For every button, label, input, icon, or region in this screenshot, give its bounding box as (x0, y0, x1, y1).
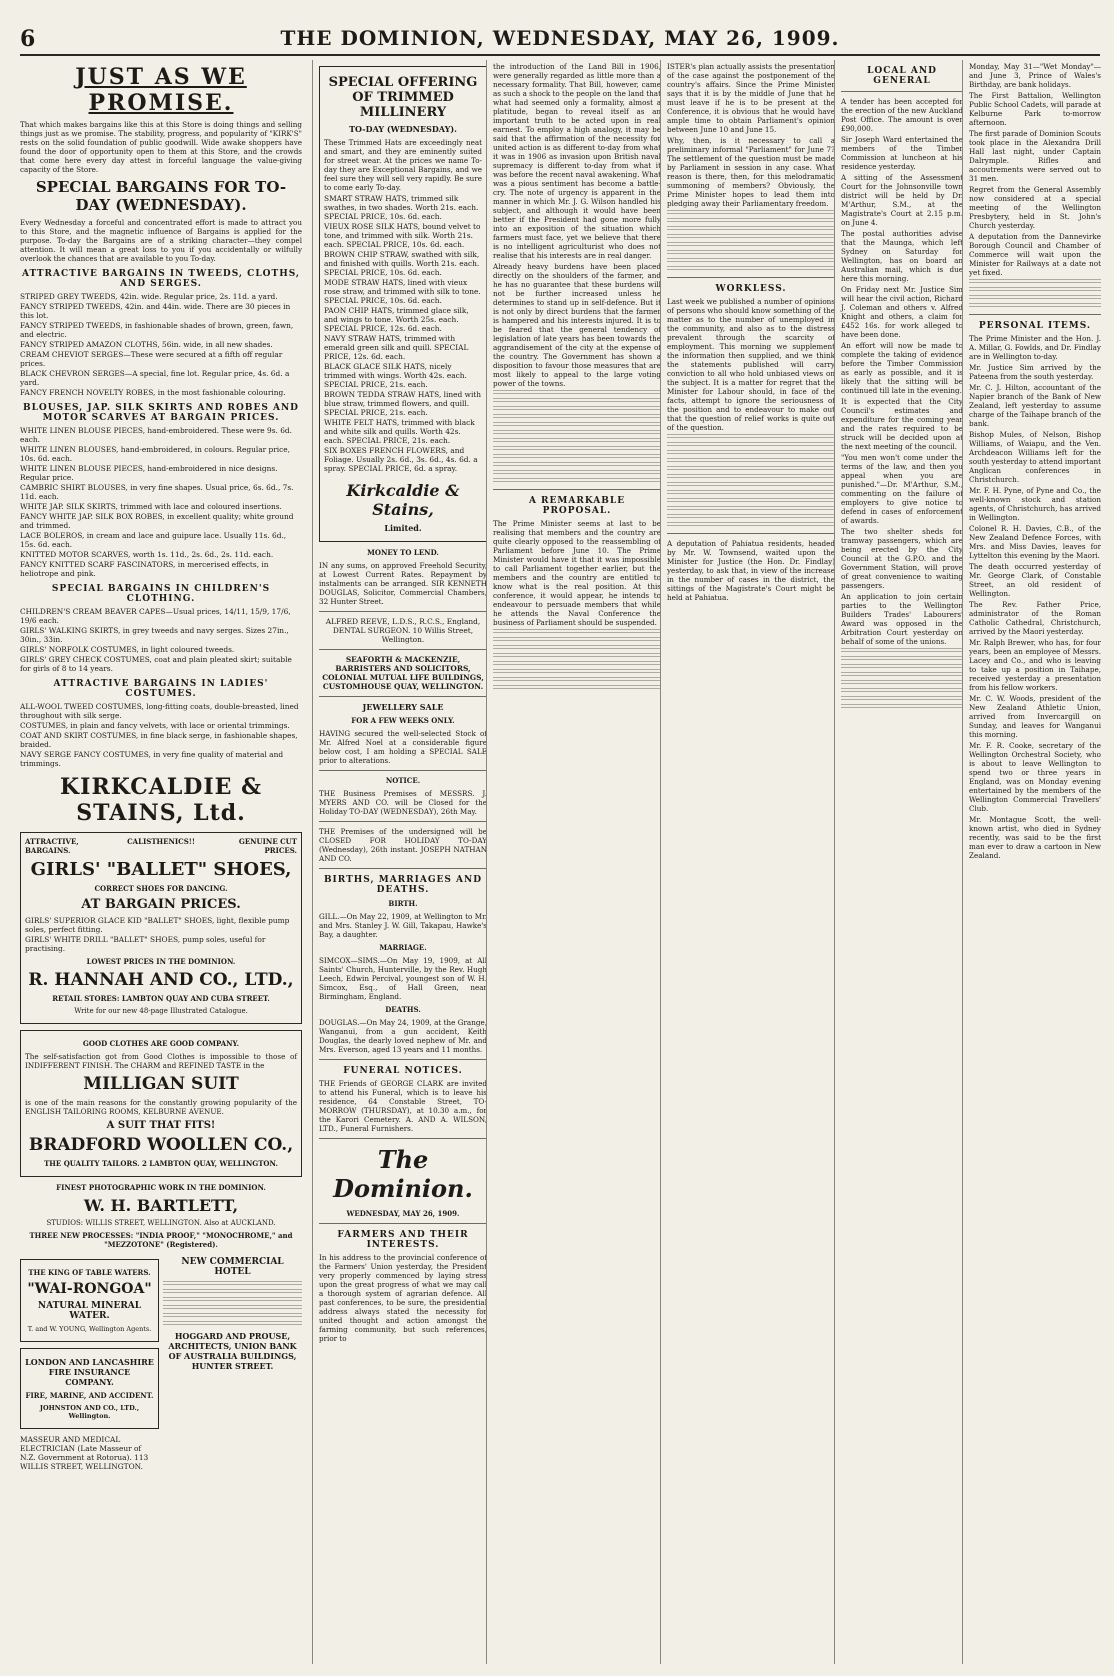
wai-rongoa-ad (20, 1259, 159, 1342)
list-item: ALL-WOOL TWEED COSTUMES, long-fitting coats, double-breasted, lined throughout with silk serge. (20, 702, 299, 720)
jewellery-title: JEWELLERY SALE (362, 702, 444, 712)
intro-text: That which makes bargains like this at this Store is doing things and selling things just as we promise. The stability, progress, and popularity of "KIRK'S" rests on the solid foundation of public goodwill. Wide awake shoppers have found the door of opportunity open to them at this Store, and the crowds that come here every day attest in forceful language the value-giving capacity of the Store. (20, 120, 302, 174)
children-title: SPECIAL BARGAINS IN CHILDREN'S CLOTHING. (51, 584, 271, 604)
deaths-title: DEATHS. (385, 1005, 421, 1014)
list-item: FANCY STRIPED TWEEDS, 42in. and 44in. wide. There are 30 pieces in this lot. (20, 302, 291, 320)
births-text: GILL.—On May 22, 1909, at Wellington to Mr. and Mrs. Stanley J. W. Gill, Takapau, Hawke's Bay, a daughter. (319, 912, 487, 939)
list-item: CREAM CHEVIOT SERGES—These were secured at a fifth off regular prices. (20, 350, 283, 368)
special-bargains-text: Every Wednesday a forceful and concentrated effort is made to attract you to this Store, and the magnetic influence of Bargains is applied for the purpose. To-day the Bargains are of a striking character—they compel attention. It will mean a great loss to you if you accidentally or wilfully overlook the chances that are available to you To-day. (20, 218, 302, 263)
local-item: The first parade of Dominion Scouts took place in the Alexandra Drill Hall last night, under Captain Dalrymple. Rifles and accoutrements were served out to 31 men. (969, 129, 1101, 183)
column-1 (20, 60, 302, 1664)
hat-item: SIX BOXES FRENCH FLOWERS, and Foliage. Usually 2s. 6d., 3s. 6d., 4s. 6d. a spray. SPECIAL PRICE, 6d. a spray. (324, 446, 478, 473)
list-item: LACE BOLEROS, in cream and lace and guipure lace. Usually 11s. 6d., 15s. 6d. each. (20, 531, 287, 549)
remarkable-title: A REMARKABLE PROPOSAL. (528, 496, 626, 516)
local-item: A deputation from the Dannevirke Borough Council and Chamber of Commerce will wait upon the Minister for Railways at a date not yet fixed. (969, 232, 1101, 277)
hat-item: BROWN TEDDA STRAW HATS, lined with blue straw, trimmed flowers, and quill. SPECIAL PRICE, 21s. each. (324, 390, 482, 417)
water-sub: NATURAL MINERAL WATER. (37, 1301, 142, 1321)
notice-title: NOTICE. (385, 776, 421, 785)
water-name: "WAI-RONGOA" (27, 1281, 152, 1297)
local-item: "You men won't come under the terms of the law, and then you appeal when you are punished."—Dr. M'Arthur, S.M., commenting on the failure of employers to give notice to defend in cases of enforcement of awards. (841, 453, 963, 525)
list-item: WHITE LINEN BLOUSES, hand-embroidered, in colours. Regular price, 10s. 6d. each. (20, 445, 291, 463)
hat-item: BROWN CHIP STRAW, swathed with silk, and finished with quills. Worth 21s. each. SPECIAL PRICE, 10s. 6d. each. (324, 250, 480, 277)
hat-item: BLACK GLACE SILK HATS, nicely trimmed with wings. Worth 42s. each. SPECIAL PRICE, 21s. each. (324, 362, 467, 389)
marriage-text: SIMCOX—SIMS.—On May 19, 1909, at All Saints' Church, Hunterville, by the Rev. Hugh Leech, Edwin Percival, youngest son of W. H. Simcox, Esq., of Hall Green, near Birmingham, England. (319, 956, 487, 1001)
millinery-ad (319, 66, 487, 542)
editorial-text-3: ISTER's plan actually assists the presentation of the case against the postponement of the country's affairs. Since the Prime Minister says that it is by the middle of June that he must leave if he is to be present at the Conference, it is obvious that he would have ample time to obtain Parliament's opinion between June 10 and June 15. (667, 62, 835, 134)
list-item: GIRLS' WALKING SKIRTS, in grey tweeds and navy serges. Sizes 27in., 30in., 33in. (20, 626, 289, 644)
masthead-title: THE DOMINION, WEDNESDAY, MAY 26, 1909. (280, 26, 840, 50)
personal-item: Mr. F. R. Cooke, secretary of the Wellington Orchestral Society, who is about to leave Wellington to spend two or three years in England, was on Monday evening entertained by the members of the Wellington Commercial Travellers' Club. (969, 741, 1101, 813)
local-item: Regret from the General Assembly now considered at a special meeting of the Wellington Presbytery, held in St. John's Church yesterday. (969, 185, 1101, 230)
local-item: An application to join certain parties to the Wellington Builders Trades' Labourers' Award was opposed in the Arbitration Court yesterday on behalf of some of the unions. (841, 592, 963, 646)
local-item: A sitting of the Assessment Court for the Johnsonville town district will be held by Dr. M'Arthur, S.M., at the Magistrate's Court at 2.15 p.m. on June 4. (841, 173, 963, 227)
local-item: It is expected that the City Council's estimates and expenditure for the coming year and the rates required to be struck will be decided upon at the next meeting of the council. (841, 397, 963, 451)
local-item: Sir Joseph Ward entertained the members of the Timber Commission at luncheon at his residence yesterday. (841, 135, 963, 171)
shoes-left-tag: ATTRACTIVE, BARGAINS. (25, 837, 79, 855)
hat-item: WHITE FELT HATS, trimmed with black and white silk and quills. Worth 42s. each. SPECIAL PRICE, 21s. each. (324, 418, 475, 445)
column-2 (312, 60, 487, 1664)
children-list (20, 607, 302, 673)
personal-items-title: PERSONAL ITEMS. (978, 321, 1092, 331)
tweeds-title: ATTRACTIVE BARGAINS IN TWEEDS, CLOTHS, AND SERGES. (21, 269, 301, 289)
insurance-title: LONDON AND LANCASHIRE FIRE INSURANCE COMPANY. (25, 1357, 154, 1387)
list-item: WHITE LINEN BLOUSE PIECES, hand-embroidered in nice designs. Regular price. (20, 464, 278, 482)
page-number: 6 (20, 26, 36, 52)
list-item: WHITE LINEN BLOUSE PIECES, hand-embroidered. These were 9s. 6d. each. (20, 426, 292, 444)
hat-item: PAON CHIP HATS, trimmed glace silk, and wings to tone. Worth 25s. each. SPECIAL PRICE, 12s. 6d. each. (324, 306, 469, 333)
bartlett-address: STUDIOS: WILLIS STREET, WELLINGTON. Also at AUCKLAND. (46, 1219, 276, 1227)
hannah-firm: R. HANNAH AND CO., LTD., (28, 970, 294, 990)
shoes-price-head: AT BARGAIN PRICES. (81, 897, 241, 912)
blouses-title: BLOUSES, JAP. SILK SKIRTS AND ROBES AND MOTOR SCARVES AT BARGAIN PRICES. (23, 403, 299, 423)
masthead (20, 24, 1100, 56)
shoes-footer: LOWEST PRICES IN THE DOMINION. (86, 957, 236, 966)
personal-item: The Prime Minister and the Hon. J. A. Millar, G. Fowlds, and Dr. Findlay are in Wellington to-day. (969, 334, 1101, 361)
jewellery-text: HAVING secured the well-selected Stock of Mr. Alfred Noel at a considerable figure below cost, I am holding a SPECIAL SALE prior to alterations. (319, 729, 487, 765)
blouse-list (20, 426, 302, 578)
ladies-list (20, 702, 302, 768)
kirk-sub: Limited. (384, 523, 422, 533)
milligan-sub: is one of the main reasons for the constantly growing popularity of the ENGLISH TAILORING ROOMS, KELBURNE AVENUE. (25, 1098, 297, 1116)
hannah-catalogue: Write for our new 48-page Illustrated Catalogue. (74, 1007, 248, 1015)
local-item: A tender has been accepted for the erection of the new Auckland Post Office. The amount is over £90,000. (841, 97, 963, 133)
kirkcaldie-stains-title: KIRKCALDIE & STAINS, Ltd. (60, 774, 262, 826)
list-item: COAT AND SKIRT COSTUMES, in fine black serge, in fashionable shapes, braided. (20, 731, 298, 749)
personal-item: Mr. Montague Scott, the well-known artist, who died in Sydney recently, was said to be the first man ever to draw a cartoon in New Zealand. (969, 815, 1101, 860)
photo-head: FINEST PHOTOGRAPHIC WORK IN THE DOMINION. (56, 1183, 266, 1192)
list-item: GIRLS' NORFOLK COSTUMES, in light coloured tweeds. (20, 645, 235, 654)
column-5 (834, 60, 963, 1664)
workless-title: WORKLESS. (715, 284, 787, 294)
funeral-title: FUNERAL NOTICES. (343, 1066, 463, 1076)
hannah-stores: RETAIL STORES: LAMBTON QUAY AND CUBA STREET. (52, 994, 270, 1003)
bradford-title: BRADFORD WOOLLEN CO., (28, 1135, 294, 1155)
notice-text: THE Business Premises of MESSRS. J. MYERS AND CO. will be Closed for the Holiday TO-DAY (WEDNESDAY), 26th May. (319, 789, 487, 816)
personal-item: Mr. C. W. Woods, president of the New Zealand Athletic Union, arrived from Invercargill on Sunday, and leaves for Wanganui this morning. (969, 694, 1101, 739)
personal-item: The Rev. Father Price, administrator of the Roman Catholic Cathedral, Christchurch, arrived by the Maori yesterday. (969, 600, 1101, 636)
millinery-title: SPECIAL OFFERING OF TRIMMED MILLINERY (328, 75, 478, 120)
hat-item: MODE STRAW HATS, lined with vieux rose straw, and trimmed with silk to tone. SPECIAL PRICE, 10s. 6d. each. (324, 278, 481, 305)
list-item: FANCY STRIPED AMAZON CLOTHS, 56in. wide, in all new shades. (20, 340, 273, 349)
money-title: MONEY TO LEND. (367, 548, 439, 557)
joseph-nathan-notice: THE Premises of the undersigned will be CLOSED FOR HOLIDAY TO-DAY (Wednesday), 26th instant. JOSEPH NATHAN AND CO. (319, 827, 487, 863)
farmers-title: FARMERS AND THEIR INTERESTS. (337, 1230, 469, 1250)
local-general-title: LOCAL AND GENERAL (867, 66, 937, 86)
seaforth-ad: SEAFORTH & MACKENZIE, BARRISTERS AND SOLICITORS, COLONIAL MUTUAL LIFE BUILDINGS, CUSTOMHOUSE QUAY, WELLINGTON. (322, 655, 484, 691)
list-item: FANCY WHITE JAP. SILK BOX ROBES, in excellent quality; white ground and trimmed. (20, 512, 294, 530)
column-6 (962, 60, 1101, 1664)
local-item: The two shelter sheds for tramway passengers, which are being erected by the City Council at the G.P.O. and the Government Station, will prove of great convenience to waiting passengers. (841, 527, 963, 590)
hotel-title: NEW COMMERCIAL HOTEL (181, 1257, 284, 1277)
local-item: Monday, May 31—"Wet Monday"—and June 3, Prince of Wales's Birthday, are bank holidays. (969, 62, 1101, 89)
local-item: On Friday next Mr. Justice Sim will hear the civil action, Richard J. Coleman and others v. Alfred Knight and others, a claim for £452 16s. for work alleged to have been done. (841, 285, 963, 339)
suit-fits-head: A SUIT THAT FITS! (106, 1120, 216, 1131)
massage-ad: MASSEUR AND MEDICAL ELECTRICIAN (Late Masseur of N.Z. Government at Rotorua). 113 WILLIS STREET, WELLINGTON. (20, 1435, 149, 1471)
millinery-sub: TO-DAY (WEDNESDAY). (349, 124, 457, 134)
milligan-title: MILLIGAN SUIT (83, 1074, 239, 1094)
deputation-text: A deputation of Pahiatua residents, headed by Mr. W. Townsend, waited upon the Minister for Justice (the Hon. Dr. Findlay) yesterday, to ask that, in view of the increase in the number of cases in the district, the sittings of the Magistrate's Court might be held at Pahiatua. (667, 539, 835, 602)
money-text: IN any sums, on approved Freehold Security, at Lowest Current Rates. Repayment by instalments can be arranged. SIR KENNETH DOUGLAS, Solicitor, Commercial Chambers, 32 Hunter Street. (319, 561, 487, 606)
tweed-list (20, 292, 302, 397)
bartlett-title: W. H. BARTLETT, (83, 1196, 239, 1215)
personal-item: Bishop Mules, of Nelson, Bishop Williams, of Waiapu, and the Ven. Archdeacon Williams left for the south yesterday to attend important Anglican conferences in Christchurch. (969, 430, 1101, 484)
personal-item: Mr. F. H. Pyne, of Pyne and Co., the well-known stock and station agents, of Christchurch, has arrived in Wellington. (969, 486, 1101, 522)
kirk-logo: Kirkcaldie & Stains, (346, 481, 460, 519)
editorial-text-2: Already heavy burdens have been placed directly on the shoulders of the farmer, and he has no guarantee that these burdens will not be further increased unless he determines to stand up in self-defence. But it is not only by direct burdens that the farmer is hampered and his interests injured. It is to be feared that the general tendency of legislation of late years has been towards the aggrandisement of the city at the expense of the country. The Government has shown a disposition to favour those measures that are most likely to appeal to the large voting power of the towns. (493, 262, 661, 388)
insurance-agents: JOHNSTON AND CO., LTD., Wellington. (39, 1404, 140, 1420)
list-item: STRIPED GREY TWEEDS, 42in. wide. Regular price, 2s. 11d. a yard. (20, 292, 278, 301)
bmd-title: BIRTHS, MARRIAGES AND DEATHS. (323, 875, 483, 895)
dominion-logo: The Dominion. (333, 1145, 473, 1203)
list-item: WHITE JAP. SILK SKIRTS, trimmed with lace and coloured insertions. (20, 502, 282, 511)
remarkable-text: The Prime Minister seems at last to be realising that members and the country are quite clearly opposed to the reassembling of Parliament before June 10. The Prime Minister would have it that it was impossible to call Parliament together earlier, but the members and the country are entitled to know what is the real position. At this conference, it would appear, he intends to endeavour to persuade members that while he attends the Naval Conference the business of Parliament should be suspended. (493, 519, 661, 627)
column-3 (486, 60, 661, 1664)
list-item: KNITTED MOTOR SCARVES, worth 1s. 11d., 2s. 6d., 2s. 11d. each. (20, 550, 274, 559)
births-title: BIRTH. (388, 899, 418, 908)
ballet-shoes-ad (20, 832, 302, 1024)
list-item: GIRLS' WHITE DRILL "BALLET" SHOES, pump soles, useful for practising. (25, 935, 266, 953)
list-item: FANCY FRENCH NOVELTY ROBES, in the most fashionable colouring. (20, 388, 286, 397)
good-clothes-head: GOOD CLOTHES ARE GOOD COMPANY. (82, 1039, 240, 1048)
list-item: FANCY KNITTED SCARF FASCINATORS, in mercerised effects, in heliotrope and pink. (20, 560, 269, 578)
personal-item: Mr. Ralph Brewer, who has, for four years, been an employee of Messrs. Lacey and Co., and who is leaving to take up a position in Taihape, received yesterday a presentation from his fellow workers. (969, 638, 1101, 692)
millinery-intro: These Trimmed Hats are exceedingly neat and smart, and they are eminently suited for street wear. At the prices we name To-day they are Exceptional Bargains, and we feel sure they will sell very rapidly. Be sure to come early To-day. (324, 138, 482, 192)
funeral-text: THE Friends of GEORGE CLARK are invited to attend his Funeral, which is to leave his residence, 64 Constable Street, TO-MORROW (THURSDAY), at 10.30 a.m., for the Karori Cemetery. A. AND A. WILSON, LTD., Funeral Furnishers. (319, 1079, 487, 1133)
shoes-subhead: CORRECT SHOES FOR DANCING. (94, 884, 228, 893)
list-item: COSTUMES, in plain and fancy velvets, with lace or oriental trimmings. (20, 721, 290, 730)
hat-item: SMART STRAW HATS, trimmed silk swathes, in two shades. Worth 21s. each. SPECIAL PRICE, 10s. 6d. each. (324, 194, 479, 221)
dateline: WEDNESDAY, MAY 26, 1909. (346, 1209, 460, 1218)
hat-item: VIEUX ROSE SILK HATS, bound velvet to tone, and trimmed with silk. Worth 21s. each. SPECIAL PRICE, 10s. 6d. each. (324, 222, 481, 249)
headline-just-as-we-promise: JUST AS WE PROMISE. (75, 64, 247, 116)
workless-text: Last week we published a number of opinions of persons who should know something of the matter as to the number of unemployed in the community, and also as to the distress prevalent through the scarcity of employment. This morning we supplement the information then supplied, and we think the statements published will carry conviction to all who hold unbiased views on the subject. It is a matter for regret that the Minister for Labour should, in face of the facts, attempt to ignore the seriousness of the position and to endeavour to make out that the question of relief works is quite out of the question. (667, 297, 835, 432)
water-king: THE KING OF TABLE WATERS. (28, 1268, 151, 1277)
shoes-center-tag: CALISTHENICS!! (127, 837, 195, 846)
deaths-text: DOUGLAS.—On May 24, 1909, at the Grange, Wanganui, from a gun accident, Keith Douglas, the dearly loved nephew of Mr. and Mrs. Everson, aged 13 years and 11 months. (319, 1018, 487, 1054)
insurance-sub: FIRE, MARINE, AND ACCIDENT. (25, 1391, 154, 1400)
hat-item: NAVY STRAW HATS, trimmed with emerald green silk and quill. SPECIAL PRICE, 12s. 6d. each. (324, 334, 469, 361)
farmers-text: In his address to the provincial conference of the Farmers' Union yesterday, the President very properly commenced by laying stress upon the great progress of what we may call a thorough system of agrarian defence. All past conferences, to be sure, the presidential address always stated the necessity for united thought and action amongst the farming community, but such references, prior to (319, 1253, 487, 1343)
insurance-ad (20, 1348, 159, 1429)
hoggard-ad: HOGGARD AND PROUSE, ARCHITECTS, UNION BANK OF AUSTRALIA BUILDINGS, HUNTER STREET. (168, 1331, 297, 1371)
list-item: CAMBRIC SHIRT BLOUSES, in very fine shapes. Usual price, 6s. 6d., 7s. 11d. each. (20, 483, 294, 501)
editorial-text-1: the introduction of the Land Bill in 1906, were generally regarded as little more than a necessary formality. That Bill, however, came as such a shock to the people on the land that what had seemed only a formality, almost a platitude, began to reveal itself as an important truth to be acted upon in real earnest. To employ a high analogy, it may be said that the affirmation of the necessity for united action is as different to-day from what it was in 1906 as invasion upon British naval supremacy is different to-day from what it was before the recent naval awakening. What was a pious sentiment has become a battle-cry. The note of urgency is apparent in the manner in which Mr. J. G. Wilson handled his subject, and although it would have been better if the President had gone more fully into an exposition of the situation which farmers must face, yet we believe that there is no intelligent agriculturist who does not realise that his interests are in real danger. (493, 62, 661, 260)
bartlett-processes: THREE NEW PROCESSES: "INDIA PROOF," "MONOCHROME," and "MEZZOTONE" (Registered). (29, 1231, 293, 1249)
editorial-text-4: Why, then, is it necessary to call a preliminary informal "Parliament" for June 7? The settlement of the question must be made by Parliament in session in any case. What reason is there, then, for this melodramatic summoning of members? Obviously, the Prime Minister hopes to lead them into pledging away their Parliamentary freedom. (667, 136, 835, 208)
list-item: FANCY STRIPED TWEEDS, in fashionable shades of brown, green, fawn, and electric. (20, 321, 294, 339)
bradford-sub: THE QUALITY TAILORS. 2 LAMBTON QUAY, WELLINGTON. (44, 1159, 278, 1168)
milligan-suit-ad (20, 1030, 302, 1177)
dentist-ad: ALFRED REEVE, L.D.S., R.C.S., England, DENTAL SURGEON. 10 Willis Street, Wellington. (325, 617, 481, 644)
list-item: GIRLS' GREY CHECK COSTUMES, coat and plain pleated skirt; suitable for girls of 8 to 14 years. (20, 655, 292, 673)
ladies-title: ATTRACTIVE BARGAINS IN LADIES' COSTUMES. (53, 679, 269, 699)
personal-item: Mr. C. J. Hilton, accountant of the Napier branch of the Bank of New Zealand, left yesterday to assume charge of the Taihape branch of the bank. (969, 383, 1101, 428)
list-item: NAVY SERGE FANCY COSTUMES, in very fine quality of material and trimmings. (20, 750, 284, 768)
shoes-headline: GIRLS' "BALLET" SHOES, (30, 859, 292, 880)
list-item: BLACK CHEVRON SERGES—A special, fine lot. Regular price, 4s. 6d. a yard. (20, 369, 290, 387)
column-4 (660, 60, 835, 1664)
local-item: The First Battalion, Wellington Public School Cadets, will parade at Kelburne Park to-morrow afternoon. (969, 91, 1101, 127)
shoes-right-tag: GENUINE CUT PRICES. (238, 837, 297, 855)
milligan-text: The self-satisfaction got from Good Clothes is impossible to those of INDIFFERENT FINISH. The CHARM and REFINED TASTE in the (25, 1052, 297, 1070)
personal-item: The death occurred yesterday of Mr. George Clark, of Constable Street, an old resident of Wellington. (969, 562, 1101, 598)
local-item: The postal authorities advise that the Maunga, which left Sydney on Saturday for Wellington, has on board an Australian mail, which is due here this morning. (841, 229, 963, 283)
local-item: An effort will now be made to complete the taking of evidence before the Timber Commission as early as possible, and it is likely that the sitting will be continued till late in the evening. (841, 341, 963, 395)
water-agents: T. and W. YOUNG, Wellington Agents. (27, 1325, 152, 1333)
list-item: CHILDREN'S CREAM BEAVER CAPES—Usual prices, 14/11, 15/9, 17/6, 19/6 each. (20, 607, 291, 625)
list-item: GIRLS' SUPERIOR GLACE KID "BALLET" SHOES, light, flexible pump soles, perfect fitting. (25, 916, 290, 934)
jewellery-sub: FOR A FEW WEEKS ONLY. (351, 716, 455, 725)
marriage-title: MARRIAGE. (379, 943, 427, 952)
personal-item: Mr. Justice Sim arrived by the Pateena from the south yesterday. (969, 363, 1101, 381)
special-bargains-title: SPECIAL BARGAINS FOR TO-DAY (WEDNESDAY). (35, 178, 287, 214)
personal-item: Colonel R. H. Davies, C.B., of the New Zealand Defence Forces, with Mrs. and Miss Davies, leaves for Lyttelton this evening by the Maori. (969, 524, 1101, 560)
